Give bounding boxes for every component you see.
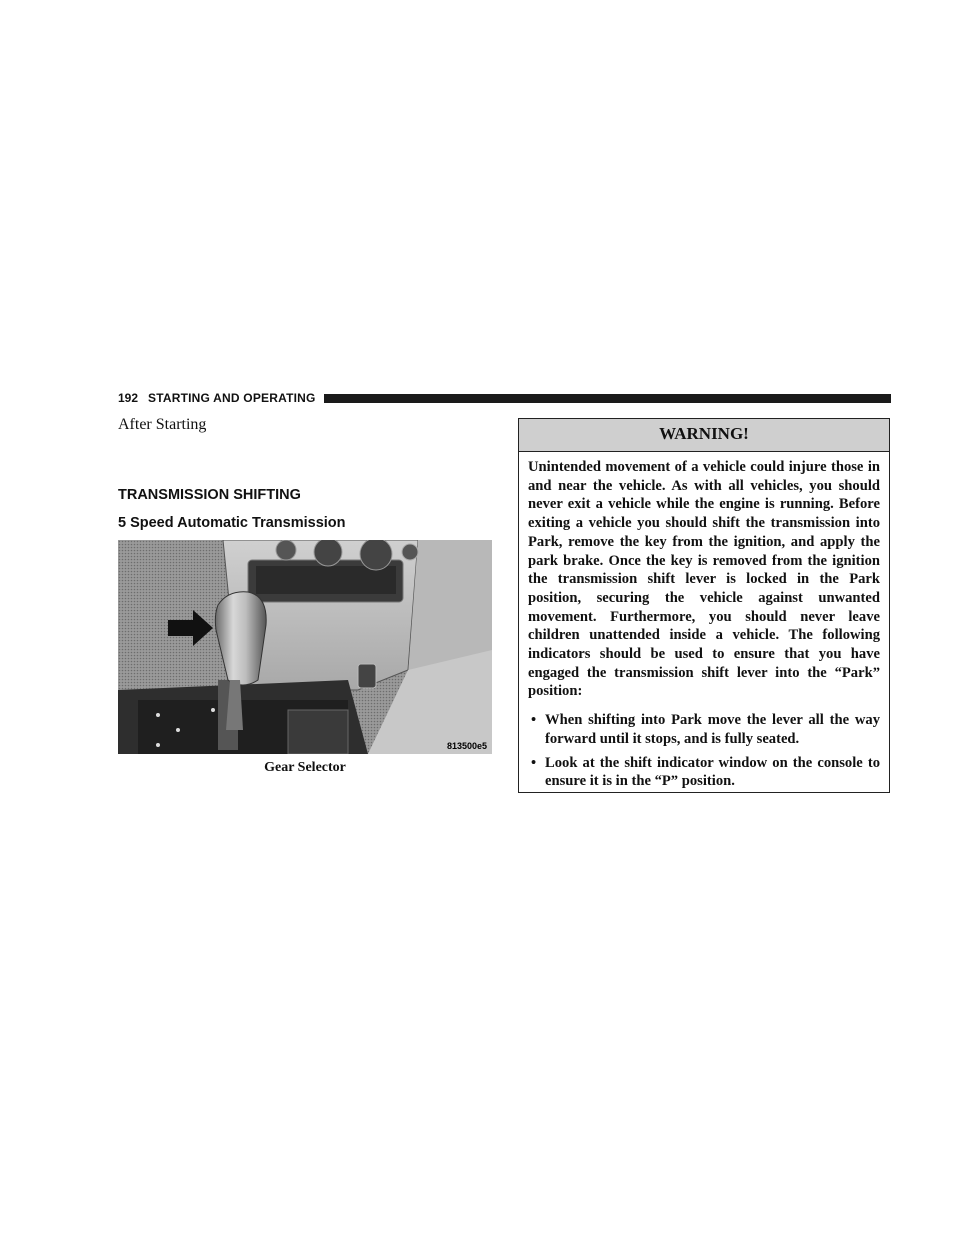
warning-box	[518, 418, 890, 793]
gear-selector-photo	[118, 540, 492, 754]
figure-caption: Gear Selector	[264, 760, 346, 775]
after-starting-heading: After Starting	[118, 416, 207, 433]
warning-title: WARNING!	[519, 419, 889, 452]
warning-bullet-list	[528, 711, 880, 791]
section-title: STARTING AND OPERATING	[148, 391, 316, 405]
figure-code: 813500e5	[446, 741, 487, 751]
page-number: 192	[118, 391, 139, 405]
bullet-icon: •	[531, 754, 537, 771]
transmission-shifting-heading: TRANSMISSION SHIFTING	[118, 487, 301, 503]
list-item: • When shifting into Park move the lever all the way forward until it stops, and is fully seated.	[531, 712, 880, 747]
header-rule	[324, 394, 891, 403]
warning-body	[519, 452, 889, 791]
warning-paragraph: Unintended movement of a vehicle could injure those in and near the vehicle. As with all vehicles, you should never exit a vehicle while the engine is running. Before exiting a vehicle you should shift the transmission into Park, remove the key from the ignition, and apply the park brake. Once the key is removed from the ignition the transmission shift lever is locked in the Park position, securing the vehicle against unwanted movement. Furthermore, you should never leave children unattended inside a vehicle. The following indicators should be used to ensure that you have engaged the transmission shift lever into the “Park” position:	[528, 459, 880, 700]
running-header	[118, 390, 891, 406]
bullet-icon: •	[531, 712, 537, 729]
five-speed-heading: 5 Speed Automatic Transmission	[118, 515, 346, 531]
list-item: • Look at the shift indicator window on the console to ensure it is in the “P” position.	[531, 754, 880, 790]
